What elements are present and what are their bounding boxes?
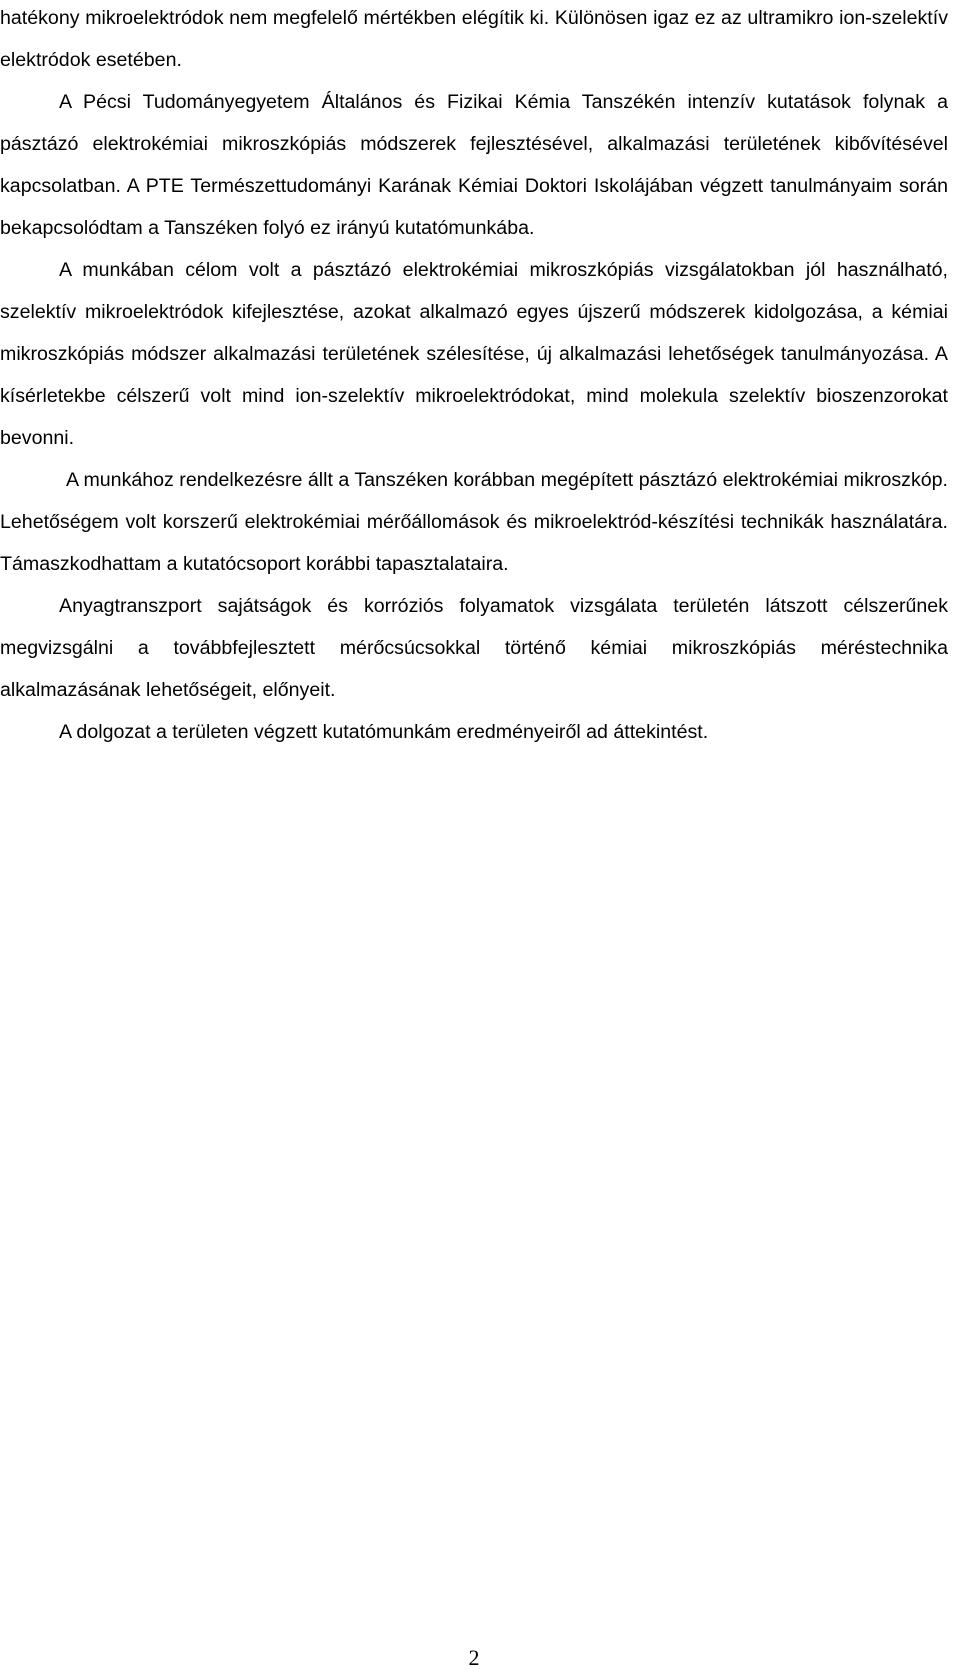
paragraph-3: A munkában célom volt a pásztázó elektrokémiai mikroszkópiás vizsgálatokban jól használható, szelektív mikroelektródok kifejlesztése, azokat alkalmazó egyes újszerű módszerek kidolgozása, a kémiai mikroszkópiás módszer alkalmazási területének szélesítése, új alkalmazási lehetőségek tanulmányozása. A kísérletekbe célszerű volt mind ion-szelektív mikroelektródokat, mind molekula szelektív bioszenzorokat bevonni. (0, 259, 948, 449)
paragraph-4: A munkához rendelkezésre állt a Tanszéken korábban megépített pásztázó elektrokémiai mikroszkóp. Lehetőségem volt korszerű elektrokémiai mérőállomások és mikroelektród-készítési technikák használatára. Támaszkodhattam a kutatócsoport korábbi tapasztalataira. (0, 469, 948, 575)
paragraph-6: A dolgozat a területen végzett kutatómunkám eredményeiről ad áttekintést. (59, 721, 709, 743)
paragraph-1: hatékony mikroelektródok nem megfelelő mértékben elégítik ki. Különösen igaz ez az ultramikro ion-szelektív elektródok esetében. (0, 7, 948, 71)
page-number: 2 (468, 1645, 480, 1670)
body-text (0, 0, 948, 753)
paragraph-5: Anyagtranszport sajátságok és korróziós folyamatok vizsgálata területén látszott célszerűnek megvizsgálni a továbbfejlesztett mérőcsúcsokkal történő kémiai mikroszkópiás méréstechnika alkalmazásának lehetőségeit, előnyeit. (0, 595, 948, 701)
paragraph-2: A Pécsi Tudományegyetem Általános és Fizikai Kémia Tanszékén intenzív kutatások folynak a pásztázó elektrokémiai mikroszkópiás módszerek fejlesztésével, alkalmazási területének kibővítésével kapcsolatban. A PTE Természettudományi Karának Kémiai Doktori Iskolájában végzett tanulmányaim során bekapcsolódtam a Tanszéken folyó ez irányú kutatómunkába. (0, 91, 948, 239)
